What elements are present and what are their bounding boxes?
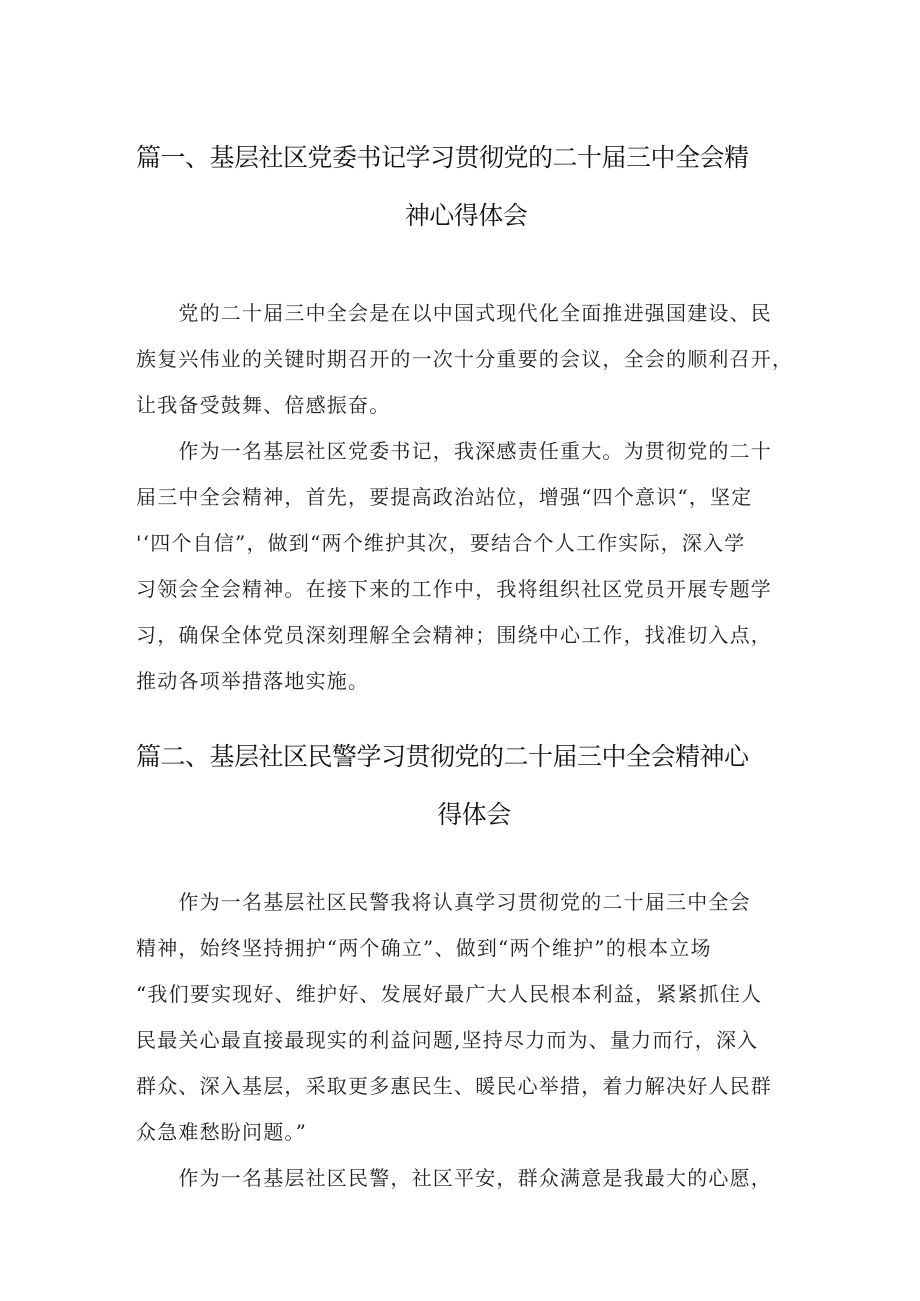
body-line: 民最关心最直接最现实的利益问题,坚持尽力而为、量力而行，深入 (136, 1028, 759, 1052)
body-line: 届三中全会精神，首先，要提高政治站位，增强“四个意识“，坚定 (136, 485, 753, 509)
body-line: 习领会全会精神。在接下来的工作中，我将组织社区党员开展专题学 (136, 577, 772, 601)
section-1-heading (136, 129, 786, 245)
body-line: '‘四个自信”，做到“两个维护其次，要结合个人工作实际，深入学 (136, 531, 746, 555)
body-line: 作为一名基层社区民警，社区平安，群众满意是我最大的心愿， (136, 1166, 772, 1190)
body-line: 众急难愁盼问题。” (136, 1120, 308, 1144)
body-line: 作为一名基层社区党委书记，我深感责任重大。为贯彻党的二十 (136, 439, 772, 463)
body-line: 党的二十届三中全会是在以中国式现代化全面推进强国建设、民 (136, 301, 772, 325)
section-2-heading (136, 728, 786, 844)
body-line: 习，确保全体党员深刻理解全会精神；围绕中心工作，找准切入点， (136, 623, 772, 647)
body-line: “我们要实现好、维护好、发展好最广大人民根本利益，紧紧抓住人 (136, 982, 763, 1006)
section-2-heading-line-1: 篇二、基层社区民警学习贯彻党的二十届三中全会精神心 (136, 742, 749, 771)
body-line: 精神，始终坚持拥护“两个确立”、做到“两个维护”的根本立场 (136, 936, 712, 960)
section-2-body (136, 879, 796, 1201)
body-line: 作为一名基层社区民警我将认真学习贯彻党的二十届三中全会 (136, 890, 751, 914)
section-1-body (136, 290, 796, 704)
body-line: 让我备受鼓舞、倍感振奋。 (136, 393, 391, 417)
section-1-heading-line-1: 篇一、基层社区党委书记学习贯彻党的二十届三中全会精 (136, 143, 749, 172)
body-line: 推动各项举措落地实施。 (136, 669, 370, 693)
section-2-heading-line-2: 得体会 (437, 800, 511, 829)
body-line: 群众、深入基层，采取更多惠民生、暖民心举措，着力解决好人民群 (136, 1074, 772, 1098)
body-line: 族复兴伟业的关键时期召开的一次十分重要的会议，全会的顺利召开， (136, 347, 794, 371)
section-1-heading-line-2: 神心得体会 (404, 201, 528, 230)
